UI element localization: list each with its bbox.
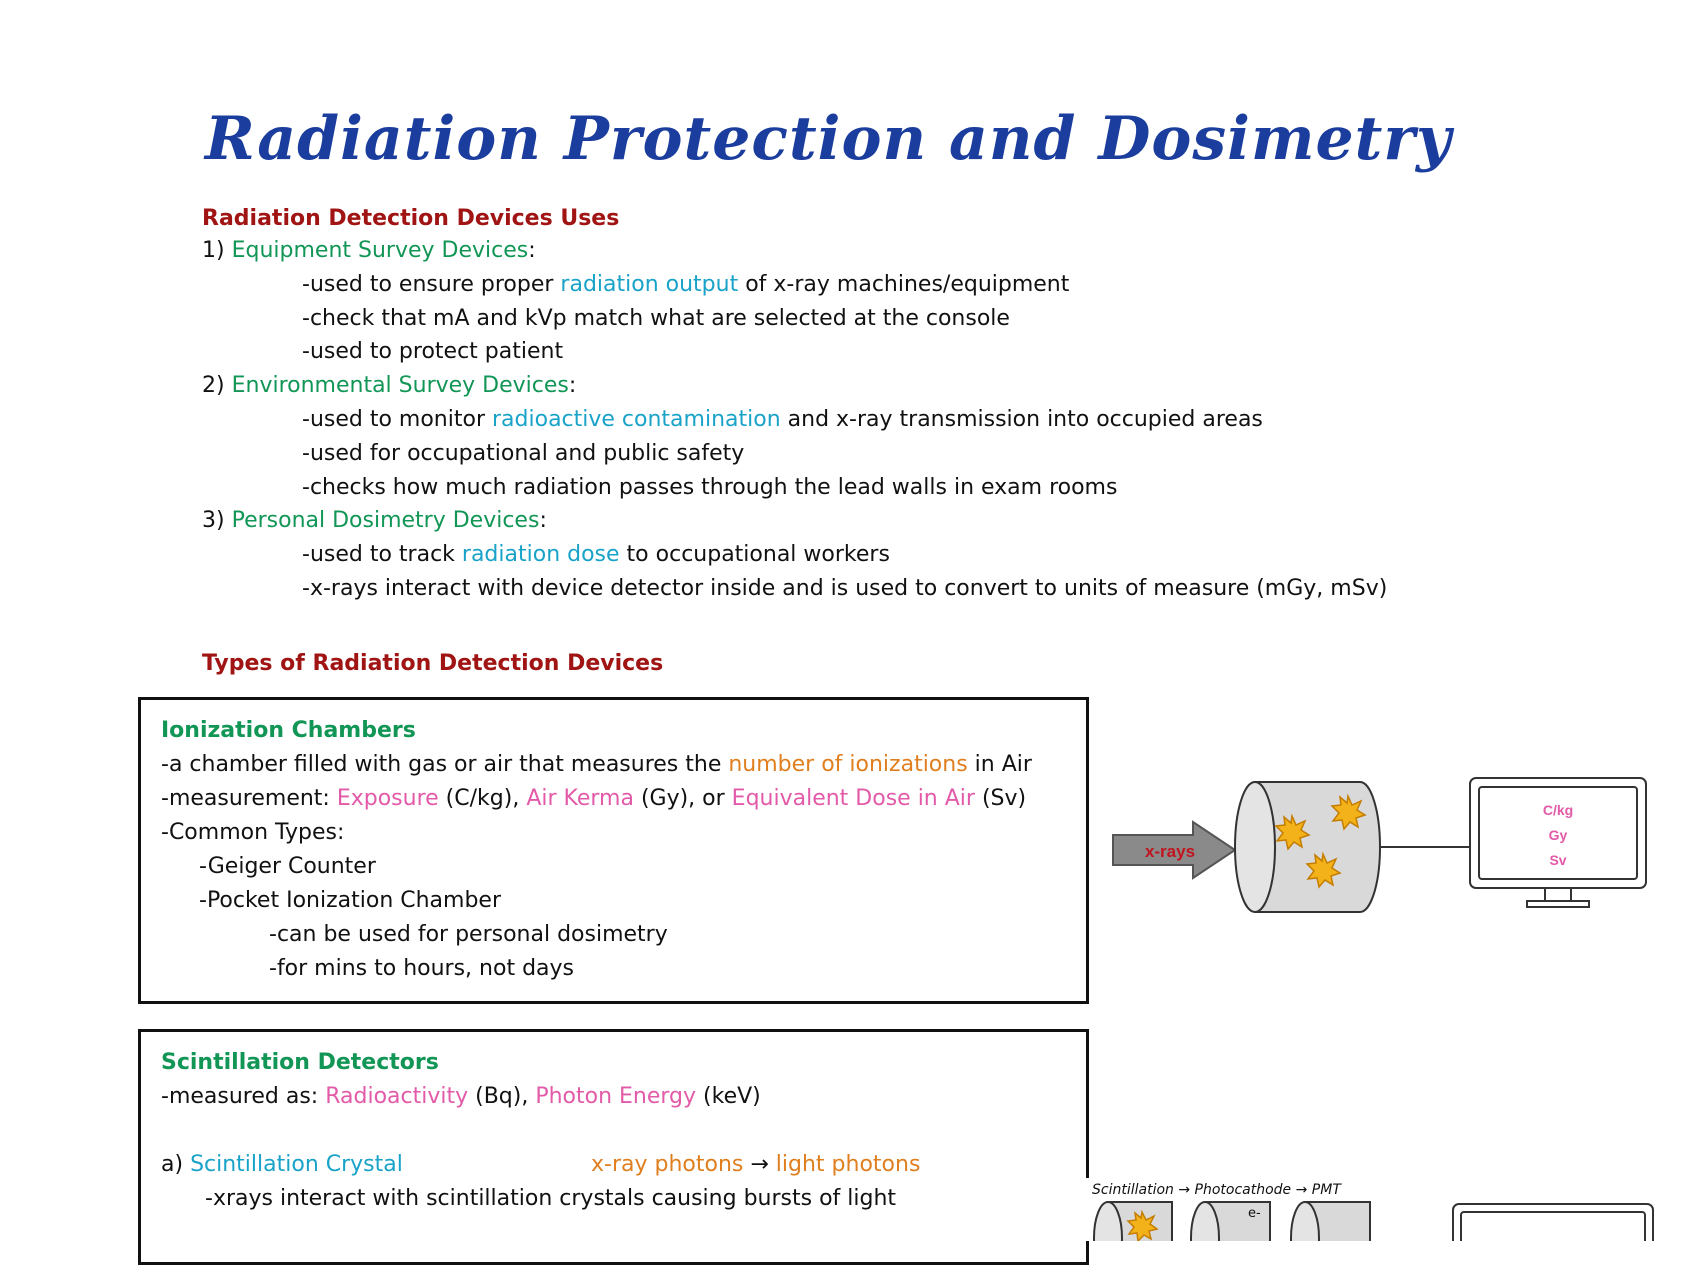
ionization-heading: Ionization Chambers <box>161 718 416 743</box>
geiger-counter: -Geiger Counter <box>199 854 376 879</box>
scintillation-crystal-row: a) Scintillation Crystal x-ray photons → light photons <box>161 1152 921 1177</box>
scintillation-heading: Scintillation Detectors <box>161 1050 439 1075</box>
scintillation-diagram-caption: Scintillation → Photocathode → PMT <box>1092 1182 1341 1198</box>
uses-item-2-line: -used for occupational and public safety <box>302 441 745 466</box>
pocket-note-a: -can be used for personal dosimetry <box>269 922 668 947</box>
uses-item-1-line: -check that mA and kVp match what are selected at the console <box>302 306 1010 331</box>
ionization-common-types: -Common Types: <box>161 820 345 845</box>
uses-item-3-line: -x-rays interact with device detector inside and is used to convert to units of measure (mGy, mSv) <box>302 576 1388 601</box>
scintillation-diagram <box>1080 1178 1700 1241</box>
uses-item-3-line: -used to track radiation dose to occupational workers <box>302 542 890 567</box>
uses-item-1-line: -used to protect patient <box>302 339 564 364</box>
uses-item-2-line: -used to monitor radioactive contamination and x-ray transmission into occupied areas <box>302 407 1263 432</box>
xray-arrow-label: x-rays <box>1144 842 1196 861</box>
scintillation-detectors-box <box>138 1029 1089 1265</box>
uses-heading: Radiation Detection Devices Uses <box>202 206 620 231</box>
monitor-unit-sv: Sv <box>1549 852 1567 868</box>
uses-item-1: 1) Equipment Survey Devices: <box>202 238 536 263</box>
ionization-chambers-box <box>138 697 1089 1004</box>
scintillation-measurement: -measured as: Radioactivity (Bq), Photon Energy (keV) <box>161 1084 761 1109</box>
uses-item-2-line: -checks how much radiation passes through the lead walls in exam rooms <box>302 475 1118 500</box>
page-title: Radiation Protection and Dosimetry <box>205 104 1452 174</box>
types-heading: Types of Radiation Detection Devices <box>202 651 664 676</box>
monitor-unit-ckg: C/kg <box>1542 802 1574 818</box>
ionization-definition: -a chamber filled with gas or air that measures the number of ionizations in Air <box>161 752 1032 777</box>
pocket-ionization-chamber: -Pocket Ionization Chamber <box>199 888 502 913</box>
uses-item-1-line: -used to ensure proper radiation output of x-ray machines/equipment <box>302 272 1070 297</box>
ionization-chamber-diagram <box>1105 770 1665 920</box>
uses-item-3: 3) Personal Dosimetry Devices: <box>202 508 547 533</box>
scintillation-crystal-desc: -xrays interact with scintillation crystals causing bursts of light <box>205 1186 897 1211</box>
uses-item-2: 2) Environmental Survey Devices: <box>202 373 577 398</box>
pocket-note-b: -for mins to hours, not days <box>269 956 574 981</box>
monitor-unit-gy: Gy <box>1548 827 1568 843</box>
electron-label: e- <box>1248 1206 1261 1221</box>
ionization-measurement: -measurement: Exposure (C/kg), Air Kerma (Gy), or Equivalent Dose in Air (Sv) <box>161 786 1027 811</box>
